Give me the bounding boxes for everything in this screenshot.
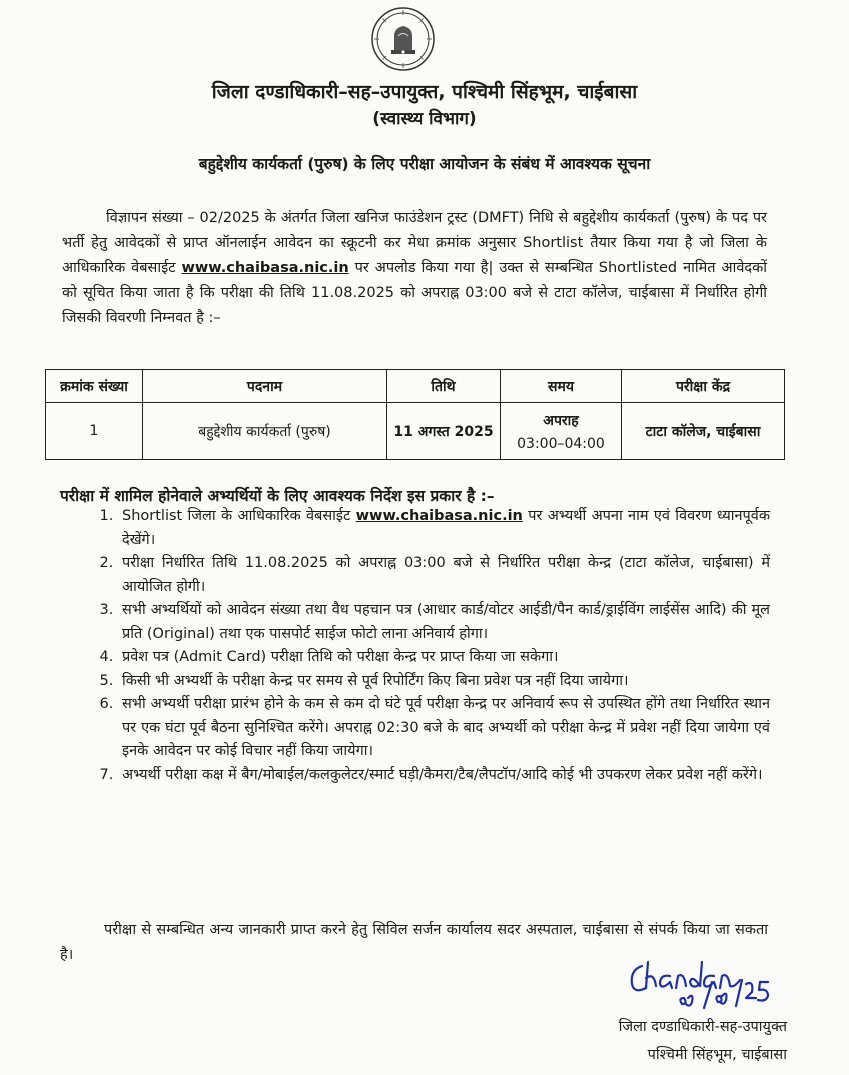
intro-text-part1: विज्ञापन संख्या – 02/2025 के अंतर्गत जिला खनिज फाउंडेशन ट्रस्ट (DMFT) निधि से बहुद्देशीय कार्यकर्ता (पुरुष) के पद पर भर्ती हेतु आवेदकों से प्राप्त ऑनलाईन आवेदन का स्क्रूटनी कर मेधा क्रमांक अनुसार Shortlist तैयार किया गया है जो जिला के आधिकारिक वेबसाईट bbox=[62, 210, 767, 276]
signatory-location: पश्चिमी सिंहभूम, चाईबासा bbox=[647, 1047, 787, 1063]
instruction-1-text-end: पर अभ्यर्थी अपना नाम एवं विवरण ध्यानपूर्वक देखेंगे। bbox=[122, 508, 770, 548]
notice-subject: बहुद्देशीय कार्यकर्ता (पुरुष) के लिए परीक्षा आयोजन के संबंध में आवश्यक सूचना bbox=[198, 155, 651, 173]
col-header-center: परीक्षा केंद्र bbox=[622, 370, 785, 403]
table-row bbox=[46, 403, 785, 460]
cell-serial: 1 bbox=[46, 403, 143, 460]
handwritten-signature bbox=[622, 958, 787, 1013]
col-header-date: तिथि bbox=[387, 370, 501, 403]
intro-text-part2: पर अपलोड किया गया है| उक्त से सम्बन्धित Shortlisted नामित आवेदकों को सूचित किया जाता है कि परीक्षा की तिथि 11.08.2025 को अपराह्न 03:00 बजे से टाटा कॉलेज, चाईबासा में निर्धारित होगी जिसकी विवरणी निम्नवत है :– bbox=[62, 260, 768, 326]
office-heading: जिला दण्डाधिकारी–सह–उपायुक्त, पश्चिमी सिंहभूम, चाईबासा bbox=[211, 81, 638, 103]
cell-date: 11 अगस्त 2025 bbox=[387, 403, 501, 460]
list-item: 7. अभ्यर्थी परीक्षा कक्ष में बैग/मोबाईल/कलकुलेटर/स्मार्ट घड़ी/कैमरा/टैब/लैपटॉप/आदि कोई भी उपकरण लेकर प्रवेश नहीं करेंगे। bbox=[118, 764, 770, 788]
cell-post: बहुद्देशीय कार्यकर्ता (पुरुष) bbox=[143, 403, 387, 460]
list-item: 4. प्रवेश पत्र (Admit Card) परीक्षा तिथि को परीक्षा केन्द्र पर प्राप्त किया जा सकेगा। bbox=[118, 646, 770, 670]
list-item: 5. किसी भी अभ्यर्थी के परीक्षा केन्द्र पर समय से पूर्व रिपोर्टिंग किए बिना प्रवेश पत्र नहीं दिया जायेगा। bbox=[118, 670, 770, 694]
website-link[interactable]: www.chaibasa.nic.in bbox=[355, 508, 523, 524]
col-header-serial: क्रमांक संख्या bbox=[46, 370, 143, 403]
list-item: 3. सभी अभ्यर्थियों को आवेदन संख्या तथा वैध पहचान पत्र (आधार कार्ड/वोटर आईडी/पैन कार्ड/ड्राईविंग लाईसेंस आदि) की मूल प्रति (Original) तथा एक पासपोर्ट साईज फोटो लाना अनिवार्य होगा। bbox=[118, 599, 770, 646]
instruction-1-text: Shortlist जिला के आधिकारिक वेबसाईट bbox=[122, 508, 356, 524]
time-label: अपराह bbox=[543, 412, 579, 429]
time-range: 03:00–04:00 bbox=[517, 435, 605, 452]
website-link[interactable]: www.chaibasa.nic.in bbox=[181, 260, 349, 276]
cell-center: टाटा कॉलेज, चाईबासा bbox=[622, 403, 785, 460]
col-header-post: पदनाम bbox=[143, 370, 387, 403]
department-heading: (स्वास्थ्य विभाग) bbox=[372, 109, 477, 129]
state-emblem-icon bbox=[370, 6, 436, 72]
cell-time bbox=[501, 403, 622, 460]
col-header-time: समय bbox=[501, 370, 622, 403]
signatory-designation: जिला दण्डाधिकारी-सह-उपायुक्त bbox=[618, 1019, 787, 1035]
table-header-row bbox=[46, 370, 785, 403]
instructions-title: परीक्षा में शामिल होनेवाले अभ्यर्थियों के लिए आवश्यक निर्देश इस प्रकार है :– bbox=[60, 487, 495, 505]
intro-paragraph bbox=[62, 206, 767, 331]
list-item: 2. परीक्षा निर्धारित तिथि 11.08.2025 को अपराह्न 03:00 बजे से निर्धारित परीक्षा केन्द्र (टाटा कॉलेज, चाईबासा) में आयोजित होगी। bbox=[118, 552, 770, 599]
exam-schedule-table bbox=[45, 369, 785, 460]
list-item: 6. सभी अभ्यर्थी परीक्षा प्रारंभ होने के कम से कम दो घंटे पूर्व परीक्षा केन्द्र पर अनिवार्य रूप से उपस्थित होंगे तथा निर्धारित स्थान पर एक घंटा पूर्व बैठना सुनिश्चित करेंगे। अपराह्न 02:30 बजे के बाद अभ्यर्थी को परीक्षा केन्द्र में प्रवेश नहीं दिया जायेगा एवं इनके आवेदन पर कोई विचार नहीं किया जायेगा। bbox=[118, 693, 770, 764]
instructions-list bbox=[60, 505, 770, 787]
list-item bbox=[118, 505, 770, 552]
closing-text: परीक्षा से सम्बन्धित अन्य जानकारी प्राप्त करने हेतु सिविल सर्जन कार्यालय सदर अस्पताल, चाईबासा से संपर्क किया जा सकता है। bbox=[60, 922, 768, 963]
